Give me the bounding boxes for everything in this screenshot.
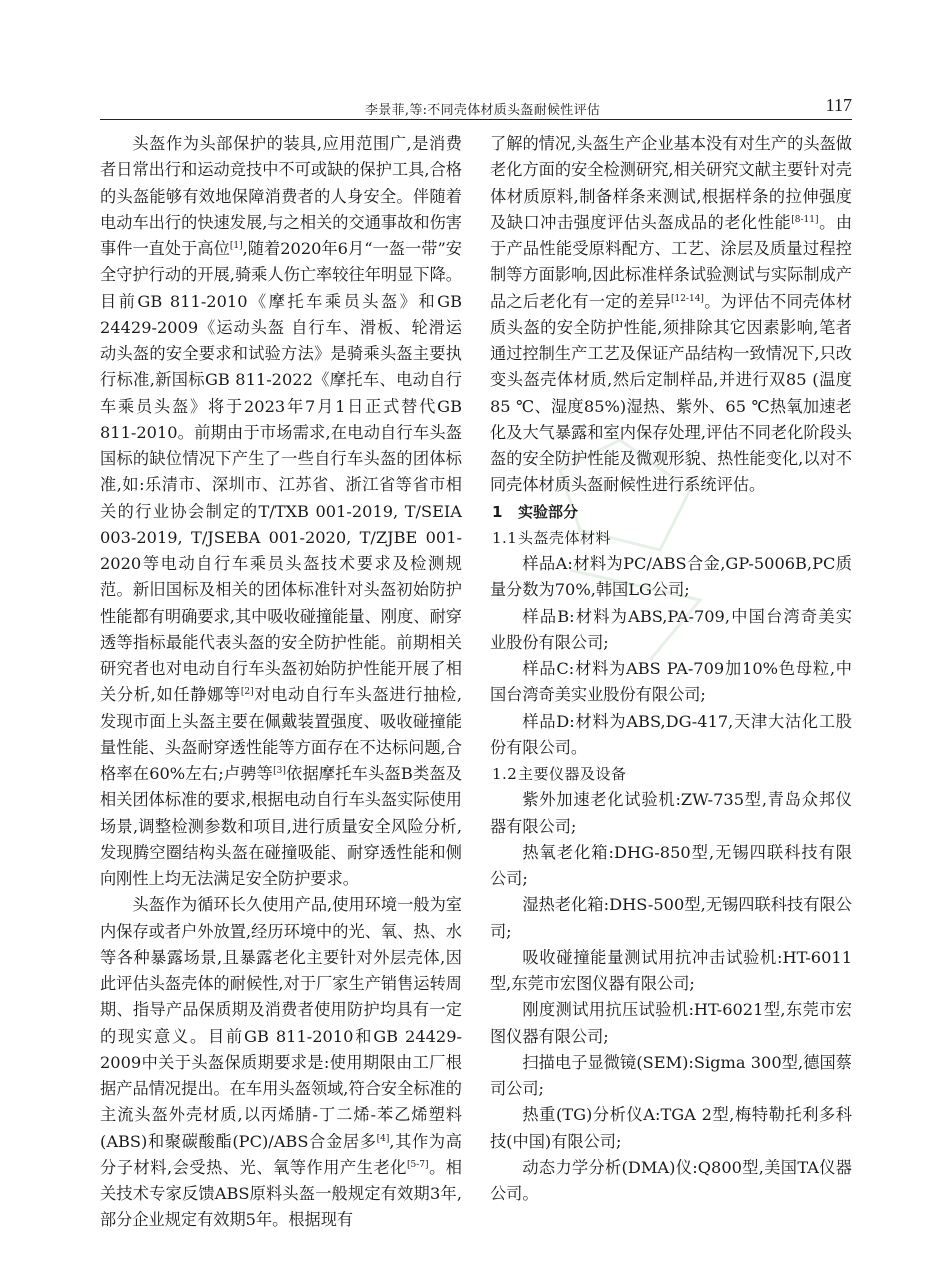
citation: [12-14] — [670, 293, 704, 304]
instrument-item: 扫描电子显微镜(SEM):Sigma 300型,德国蔡司公司; — [490, 1052, 852, 1098]
section-heading-1-1: 1.1头盔壳体材料 — [492, 528, 612, 547]
left-column — [100, 131, 462, 1234]
right-column — [490, 131, 852, 1207]
citation: [1] — [229, 241, 243, 251]
citation: [2] — [240, 687, 254, 698]
instrument-item: 湿热老化箱:DHS-500型,无锡四联科技有限公司; — [490, 895, 852, 941]
instrument-item: 刚度测试用抗压试验机:HT-6021型,东莞市宏图仪器有限公司; — [490, 1000, 852, 1046]
citation: [5-7] — [407, 1159, 429, 1170]
intro-paragraph-2: 头盔作为循环长久使用产品,使用环境一般为室内保存或者户外放置,经历环境中的光、氧、热、水等各种暴露场景,且暴露老化主要针对外层壳体,因此评估头盔壳体的耐候性,对于厂家生产销售运转周期、指导产品保质期及消费者使用防护均具有一定的现实意义。目前GB 811-2010和GB 24429-2009中关于头盔保质期要求是:使用期限由工厂根据产品情况提出。在车用头盔领域,符合安全标准的主流头盔外壳材质,以丙烯腈-丁二烯-苯乙烯塑料(ABS)和聚碳酸酯(PC)/ABS合金居多[4],其作为高分子材料,会受热、光、氧等作用产生老化[5-7]。相关技术专家反馈ABS原料头盔一般规定有效期3年,部分企业规定有效期5年。根据现有 — [100, 895, 462, 1230]
instrument-item: 热重(TG)分析仪A:TGA 2型,梅特勒托利多科技(中国)有限公司; — [490, 1105, 852, 1151]
running-title: 李景菲,等:不同壳体材质头盔耐候性评估 — [365, 103, 601, 118]
intro-paragraph-3: 了解的情况,头盔生产企业基本没有对生产的头盔做老化方面的安全检测研究,相关研究文献主要针对壳体材质原料,制备样条来测试,根据样条的拉伸强度及缺口冲击强度评估头盔成品的老化性能[8-11]。由于产品性能受原料配方、工艺、涂层及质量过程控制等方面影响,因此标准样条试验测试与实际制成产品之后老化有一定的差异[12-14]。为评估不同壳体材质头盔的安全防护性能,须排除其它因素影响,笔者通过控制生产工艺及保证产品结构一致情况下,只改变头盔壳体材质,然后定制样品,并进行双85 (温度85 ℃、湿度85%)湿热、紫外、65 ℃热氧加速老化及大气暴露和室内保存处理,评估不同老化阶段头盔的安全防护性能及微观形貌、热性能变化,以对不同壳体材质头盔耐候性进行系统评估。 — [490, 134, 853, 495]
section-heading-1-2: 1.2主要仪器及设备 — [492, 765, 627, 783]
instrument-item: 热氧老化箱:DHG-850型,无锡四联科技有限公司; — [490, 842, 852, 888]
header-rule — [100, 119, 852, 120]
citation: [3] — [273, 766, 286, 776]
running-header — [100, 95, 852, 117]
citation: [4] — [376, 1133, 390, 1144]
instrument-item: 吸收碰撞能量测试用抗冲击试验机:HT-6011型,东莞市宏图仪器有限公司; — [490, 947, 852, 993]
citation: [8-11] — [791, 214, 819, 225]
instrument-item: 动态力学分析(DMA)仪:Q800型,美国TA仪器公司。 — [490, 1157, 852, 1203]
sample-item: 样品C:材料为ABS PA-709加10%色母粒,中国台湾奇美实业股份有限公司; — [490, 659, 852, 705]
sample-item: 样品D:材料为ABS,DG-417,天津大沽化工股份有限公司。 — [490, 711, 852, 757]
page-number: 117 — [825, 95, 852, 115]
section-heading-1: 1 实验部分 — [492, 502, 579, 521]
instrument-item: 紫外加速老化试验机:ZW-735型,青岛众邦仪器有限公司; — [490, 790, 852, 836]
sample-item: 样品A:材料为PC/ABS合金,GP-5006B,PC质量分数为70%,韩国LG公司; — [490, 554, 852, 600]
sample-item: 样品B:材料为ABS,PA-709,中国台湾奇美实业股份有限公司; — [490, 606, 852, 652]
intro-paragraph-1: 头盔作为头部保护的装具,应用范围广,是消费者日常出行和运动竞技中不可或缺的保护工具,合格的头盔能够有效地保障消费者的人身安全。伴随着电动车出行的快速发展,与之相关的交通事故和伤害事件一直处于高位[1],随着2020年6月“一盔一带”安全守护行动的开展,骑乘人伤亡率较往年明显下降。目前GB 811-2010《摩托车乘员头盔》和GB 24429-2009《运动头盔 自行车、滑板、轮滑运动头盔的安全要求和试验方法》是骑乘头盔主要执行标准,新国标GB 811-2022《摩托车、电动自行车乘员头盔》将于2023年7月1日正式替代GB 811-2010。前期由于市场需求,在电动自行车头盔国标的缺位情况下产生了一些自行车头盔的团体标准,如:乐清市、深圳市、江苏省、浙江省等省市相关的行业协会制定的T/TXB 001-2019, T/SEIA 003-2019, T/JSEBA 001-2020, T/ZJBE 001-2020等电动自行车乘员头盔技术要求及检测规范。新旧国标及相关的团体标准针对头盔初始防护性能都有明确要求,其中吸收碰撞能量、刚度、耐穿透等指标最能代表头盔的安全防护性能。前期相关研究者也对电动自行车头盔初始防护性能开展了相关分析,如任静娜等[2]对电动自行车头盔进行抽检,发现市面上头盔主要在佩戴装置强度、吸收碰撞能量性能、头盔耐穿透性能等方面存在不达标问题,合格率在60%左右;卢骋等[3]依据摩托车头盔B类盔及相关团体标准的要求,根据电动自行车头盔实际使用场景,调整检测参数和项目,进行质量安全风险分析,发现腾空圈结构头盔在碰撞吸能、耐穿透性能和侧向刚性上均无法满足安全防护要求。 — [100, 134, 462, 888]
